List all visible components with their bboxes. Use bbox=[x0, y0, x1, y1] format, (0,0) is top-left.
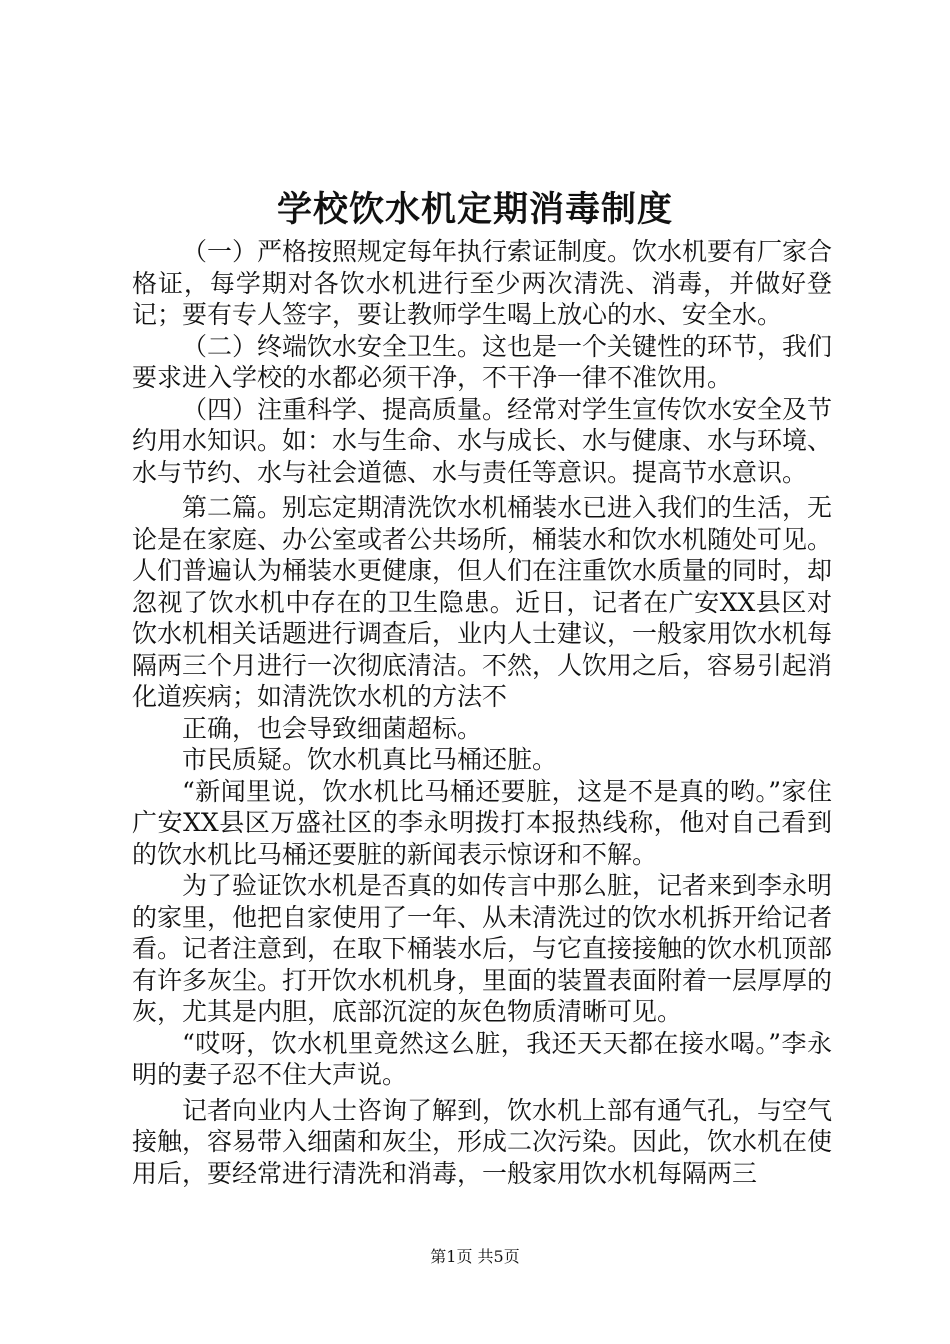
paragraph: 市民质疑。饮水机真比马桶还脏。 bbox=[182, 745, 558, 774]
document-body bbox=[132, 236, 832, 1189]
paragraph: 第二篇。别忘定期清洗饮水机桶装水已进入我们的生活，无论是在家庭、办公室或者公共场所，桶装水和饮水机随处可见。人们普遍认为桶装水更健康，但人们在注重饮水质量的同时，却忽视了饮水机中存在的卫生隐患。近日，记者在广安XX县区对饮水机相关话题进行调查后，业内人士建议，一般家用饮水机每隔两三个月进行一次彻底清洁。不然，人饮用之后，容易引起消化道疾病；如清洗饮水机的方法不 bbox=[132, 493, 833, 711]
paragraph: 记者向业内人士咨询了解到，饮水机上部有通气孔，与空气接触，容易带入细菌和灰尘，形成二次污染。因此，饮水机在使用后，要经常进行清洗和消毒，一般家用饮水机每隔两三 bbox=[132, 1095, 833, 1188]
document-title: 学校饮水机定期消毒制度 bbox=[276, 189, 673, 230]
paragraph: 正确，也会导致细菌超标。 bbox=[182, 713, 483, 743]
page-number: 第1页 共5页 bbox=[430, 1247, 520, 1266]
paragraph: （一）严格按照规定每年执行索证制度。饮水机要有厂家合格证，每学期对各饮水机进行至少两次清洗、消毒，并做好登记；要有专人签字，要让教师学生喝上放心的水、安全水。 bbox=[132, 237, 833, 329]
paragraph: “哎呀，饮水机里竟然这么脏，我还天天都在接水喝。”李永明的妻子忍不住大声说。 bbox=[132, 1028, 832, 1089]
paragraph: “新闻里说，饮水机比马桶还要脏，这是不是真的哟。”家住广安XX县区万盛社区的李永明拨打本报热线称，他对自己看到的饮水机比马桶还要脏的新闻表示惊讶和不解。 bbox=[132, 776, 832, 869]
paragraph: （二）终端饮水安全卫生。这也是一个关键性的环节，我们要求进入学校的水都必须干净，不干净一律不准饮用。 bbox=[132, 331, 833, 392]
paragraph: 为了验证饮水机是否真的如传言中那么脏，记者来到李永明的家里，他把自家使用了一年、从未清洗过的饮水机拆开给记者看。记者注意到，在取下桶装水后，与它直接接触的饮水机顶部有许多灰尘。打开饮水机机身，里面的装置表面附着一层厚厚的灰，尤其是内胆，底部沉淀的灰色物质清晰可见。 bbox=[132, 871, 833, 1026]
paragraph: （四）注重科学、提高质量。经常对学生宣传饮水安全及节约用水知识。如：水与生命、水与成长、水与健康、水与环境、水与节约、水与社会道德、水与责任等意识。提高节水意识。 bbox=[132, 394, 833, 487]
